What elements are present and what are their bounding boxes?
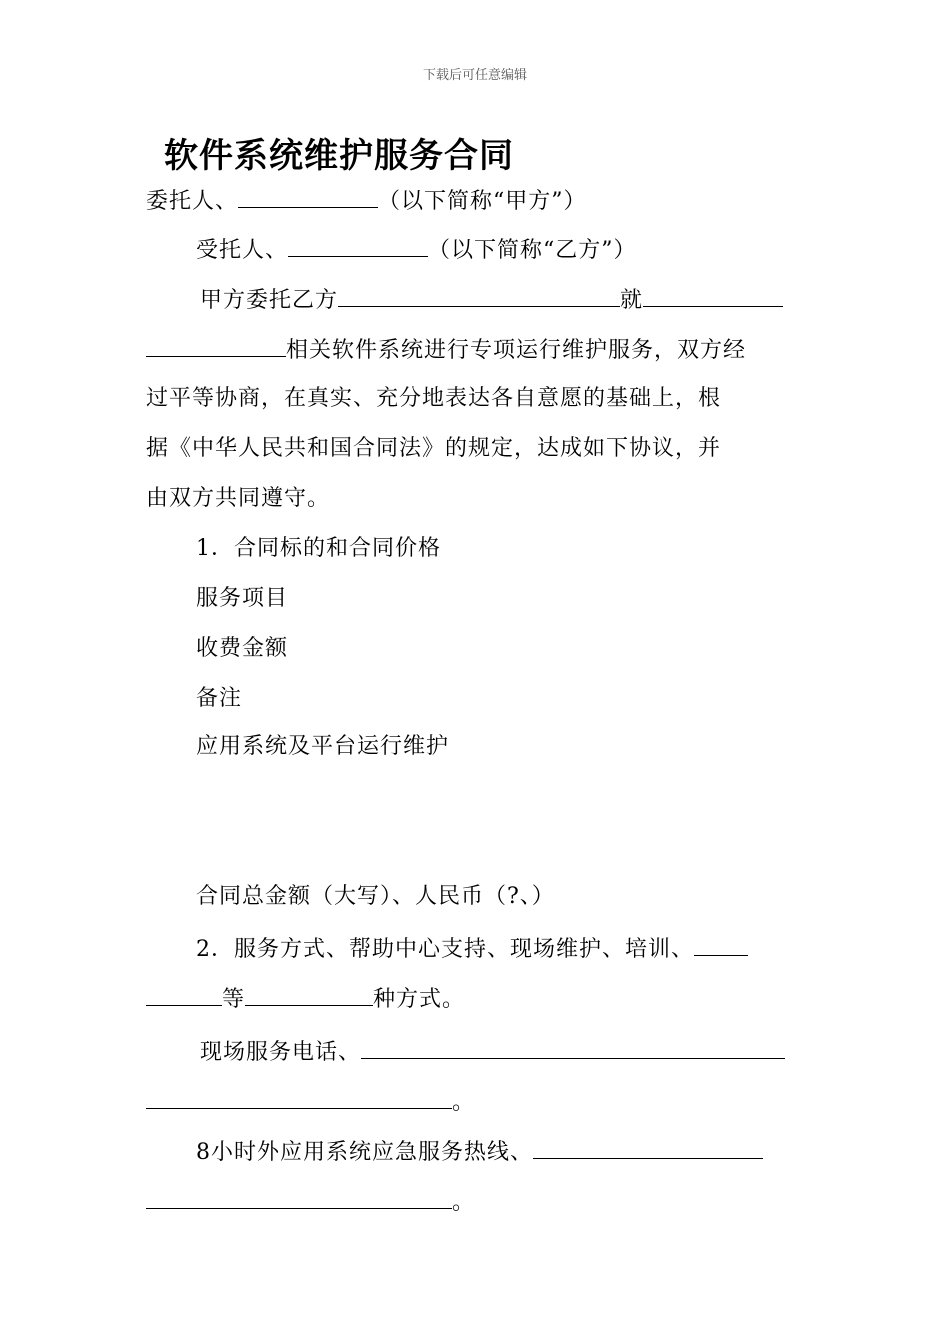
intro-line-2 bbox=[146, 334, 746, 366]
onsite-phone-blank-2[interactable] bbox=[146, 1086, 452, 1109]
intro-blank-3[interactable] bbox=[146, 334, 286, 357]
intro-line-3: 过平等协商，在真实、充分地表达各自意愿的基础上，根 bbox=[146, 386, 722, 411]
onsite-phone-blank[interactable] bbox=[361, 1036, 785, 1059]
onsite-phone-line bbox=[200, 1036, 785, 1068]
section-1-item-fee: 收费金额 bbox=[196, 636, 289, 661]
section-1-item-maintenance: 应用系统及平台运行维护 bbox=[196, 734, 450, 759]
contractor-suffix: （以下简称“乙方”） bbox=[428, 238, 637, 263]
intro-text-a: 甲方委托乙方 bbox=[200, 288, 339, 313]
section-1-title: 1．合同标的和合同价格 bbox=[196, 536, 441, 561]
intro-blank-2[interactable] bbox=[643, 284, 783, 307]
intro-text-b: 就 bbox=[620, 288, 644, 313]
section-2-blank-3[interactable] bbox=[245, 983, 373, 1006]
contractor-label: 受托人、 bbox=[196, 238, 289, 263]
total-amount-line: 合同总金额（大写）、人民币（?、） bbox=[196, 884, 555, 909]
onsite-phone-line-2 bbox=[146, 1086, 475, 1118]
hotline-label: 8小时外应用系统应急服务热线、 bbox=[196, 1140, 533, 1165]
contractor-name-blank[interactable] bbox=[288, 234, 428, 257]
client-label: 委托人、 bbox=[146, 189, 239, 214]
hotline-line-2 bbox=[146, 1186, 475, 1218]
onsite-phone-period: 。 bbox=[452, 1090, 476, 1115]
intro-blank-1[interactable] bbox=[338, 284, 620, 307]
hotline-blank[interactable] bbox=[533, 1136, 763, 1159]
section-2-text-c: 种方式。 bbox=[373, 987, 466, 1012]
contractor-line bbox=[196, 234, 637, 266]
section-2-line-1 bbox=[196, 933, 748, 965]
client-suffix: （以下简称“甲方”） bbox=[378, 189, 587, 214]
intro-line-5: 由双方共同遵守。 bbox=[146, 486, 331, 511]
intro-text-c: 相关软件系统进行专项运行维护服务，双方经 bbox=[286, 338, 747, 363]
page-header-note: 下载后可任意编辑 bbox=[422, 68, 527, 83]
hotline-line bbox=[196, 1136, 763, 1168]
hotline-blank-2[interactable] bbox=[146, 1186, 452, 1209]
onsite-phone-label: 现场服务电话、 bbox=[200, 1040, 362, 1065]
contract-title: 软件系统维护服务合同 bbox=[164, 136, 514, 176]
hotline-period: 。 bbox=[452, 1190, 476, 1215]
intro-line-1 bbox=[200, 284, 783, 316]
section-1-item-service: 服务项目 bbox=[196, 586, 289, 611]
client-name-blank[interactable] bbox=[238, 185, 378, 208]
intro-line-4: 据《中华人民共和国合同法》的规定，达成如下协议，并 bbox=[146, 436, 722, 461]
section-2-blank-2[interactable] bbox=[146, 983, 222, 1006]
client-line bbox=[146, 185, 587, 217]
section-2-text-b: 等 bbox=[222, 987, 246, 1012]
section-2-blank-1[interactable] bbox=[694, 933, 748, 956]
section-1-item-remark: 备注 bbox=[196, 686, 243, 711]
section-2-line-2 bbox=[146, 983, 465, 1015]
section-2-text-a: 2．服务方式、帮助中心支持、现场维护、培训、 bbox=[196, 937, 694, 962]
